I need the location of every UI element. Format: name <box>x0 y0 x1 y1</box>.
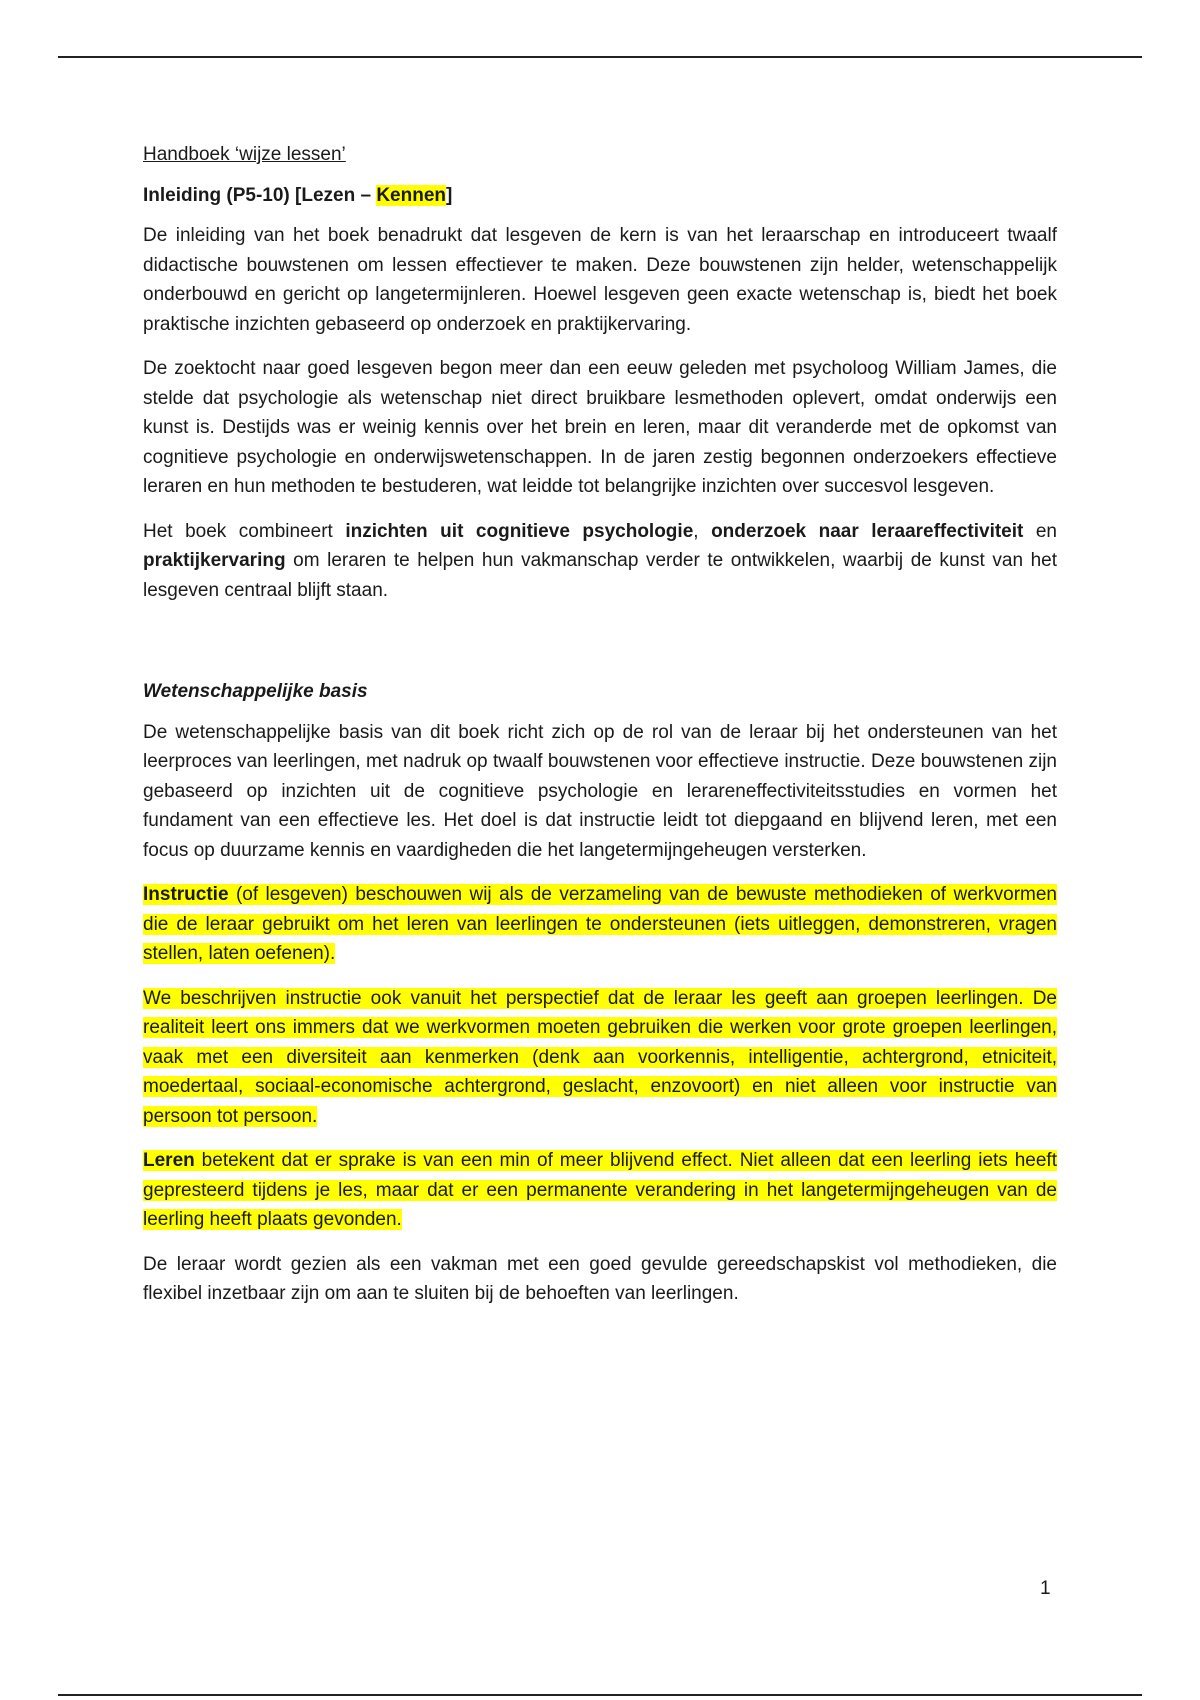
combo-text: om leraren te helpen hun vakmanschap verder te ontwikkelen, waarbij de kunst van het lesgeven centraal blijft staan. <box>143 550 1057 601</box>
header-rule <box>58 56 1142 58</box>
intro-heading-text: Inleiding (P5-10) [Lezen – <box>143 184 377 206</box>
combo-bold-practice: praktijkervaring <box>143 550 286 571</box>
leren-term: Leren <box>143 1150 195 1171</box>
intro-heading-close: ] <box>446 184 453 206</box>
combo-bold-psychology: inzichten uit cognitieve psychologie <box>345 520 694 542</box>
footer-rule <box>58 1694 1142 1696</box>
closing-paragraph: De leraar wordt gezien als een vakman met een goed gevulde gereedschapskist vol methodieken, die flexibel inzetbaar zijn om aan te sluiten bij de behoeften van leerlingen. <box>143 1253 1057 1304</box>
intro-heading <box>143 181 1057 211</box>
section-heading: Wetenschappelijke basis <box>143 681 368 702</box>
leren-highlight <box>143 1150 1057 1230</box>
section-spacer <box>143 620 1057 677</box>
document-title: Handboek ‘wijze lessen’ <box>143 144 346 165</box>
instructie-text: (of lesgeven) beschouwen wij als de verzameling van de bewuste methodieken of werkvormen die de leraar gebruikt om het leren van leerlingen te ondersteunen (iets uitleggen, demonstreren, vragen stellen, laten oefenen). <box>143 884 1057 964</box>
page-number: 1 <box>1040 1578 1051 1599</box>
intro-paragraph: De inleiding van het boek benadrukt dat lesgeven de kern is van het leraarschap en introduceert twaalf didactische bouwstenen om lessen effectiever te maken. Deze bouwstenen zijn helder, wetenschappelijk onderbouwd en gericht op langetermijnleren. Hoewel lesgeven geen exacte wetenschap is, biedt het boek praktische inzichten gebaseerd op onderzoek en praktijkervaring. <box>143 225 1057 335</box>
basis-paragraph: De wetenschappelijke basis van dit boek richt zich op de rol van de leraar bij het ondersteunen van het leerproces van leerlingen, met nadruk op twaalf bouwstenen voor effectieve instructie. Deze bouwstenen zijn gebaseerd op inzichten uit de cognitieve psychologie en lerareneffectiviteitsstudies en vormen het fundament van een effectieve les. Het doel is dat instructie leidt tot diepgaand en blijvend leren, met een focus op duurzame kennis en vaardigheden die het langetermijngeheugen versterken. <box>143 721 1057 861</box>
combo-text: , <box>693 520 712 542</box>
instructie-highlight <box>143 884 1057 964</box>
leren-text: betekent dat er sprake is van een min of meer blijvend effect. Niet alleen dat een leerling iets heeft gepresteerd tijdens je les, maar dat er een permanente verandering in het langetermijngeheugen van de leerling heeft plaats gevonden. <box>143 1150 1057 1230</box>
document-body <box>143 140 1057 1324</box>
instructie-term: Instructie <box>143 884 229 905</box>
intro-heading-highlight: Kennen <box>376 184 447 206</box>
combo-text: Het boek combineert <box>143 520 346 542</box>
groepen-highlight: We beschrijven instructie ook vanuit het perspectief dat de leraar les geeft aan groepen leerlingen. De realiteit leert ons immers dat we werkvormen moeten gebruiken die werken voor grote groepen leerlingen, vaak met een diversiteit aan kenmerken (denk aan voorkennis, intelligentie, achtergrond, etniciteit, moedertaal, sociaal-economische achtergrond, geslacht, enzovoort) en niet alleen voor instructie van persoon tot persoon. <box>143 987 1057 1127</box>
leren-paragraph <box>143 1146 1057 1235</box>
instructie-paragraph <box>143 880 1057 969</box>
combo-text: en <box>1023 520 1057 542</box>
combo-paragraph <box>143 517 1057 606</box>
groepen-paragraph <box>143 984 1057 1132</box>
combo-bold-research: onderzoek naar leraareffectiviteit <box>711 520 1024 542</box>
history-paragraph: De zoektocht naar goed lesgeven begon meer dan een eeuw geleden met psycholoog William James, die stelde dat psychologie als wetenschap niet direct bruikbare lesmethoden oplevert, omdat onderwijs een kunst is. Destijds was er weinig kennis over het brein en leren, maar dit veranderde met de opkomst van cognitieve psychologie en onderwijswetenschappen. In de jaren zestig begonnen onderzoekers effectieve leraren en hun methoden te bestuderen, wat leidde tot belangrijke inzichten over succesvol lesgeven. <box>143 358 1057 497</box>
